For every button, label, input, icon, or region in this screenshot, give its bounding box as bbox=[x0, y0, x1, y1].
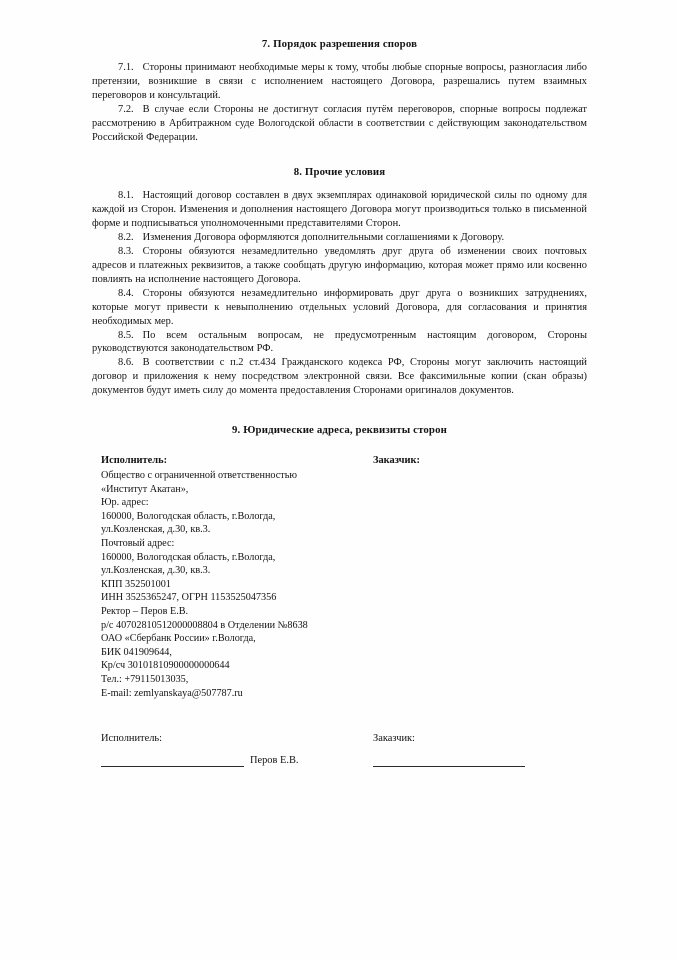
executor-line: р/с 40702810512000008804 в Отделении №8638 bbox=[101, 619, 308, 631]
executor-line: Тел.: +79115013035, bbox=[101, 673, 189, 685]
executor-line: E-mail: zemlyanskaya@507787.ru bbox=[101, 687, 243, 699]
executor-line: 160000, Вологодская область, г.Вологда, bbox=[101, 551, 276, 563]
clause-7-1 bbox=[92, 61, 587, 103]
clause-8-2 bbox=[92, 231, 587, 245]
executor-line: ОАО «Сбербанк России» г.Вологда, bbox=[101, 633, 256, 645]
clause-number: 8.6. bbox=[118, 357, 134, 369]
signature-block bbox=[92, 732, 587, 767]
section-heading-9: 9. Юридические адреса, реквизиты сторон bbox=[232, 424, 447, 437]
executor-signature-label: Исполнитель: bbox=[101, 733, 163, 745]
clause-text: Настоящий договор составлен в двух экземплярах одинаковой юридической силы по одному для каждой из Сторон. Изменения и дополнения настоящего Договора могут производиться только в письменной форме и подписываться уполномоченными представителями Сторон. bbox=[92, 190, 587, 230]
clause-number: 7.1. bbox=[118, 62, 134, 73]
customer-label: Заказчик: bbox=[373, 455, 420, 467]
customer-requisites bbox=[364, 454, 584, 700]
clause-text: Стороны обязуются незамедлительно информировать друг друга о возникших затруднениях, которые могут привести к невыполнению отдельных условий Договора, для согласования и принятия необходимых мер. bbox=[92, 287, 587, 327]
customer-signature-line[interactable] bbox=[373, 755, 525, 767]
customer-signature-row bbox=[364, 755, 584, 767]
clause-8-3 bbox=[92, 245, 587, 287]
clause-8-5 bbox=[92, 329, 587, 357]
executor-line: БИК 041909644, bbox=[101, 646, 172, 658]
clause-number: 8.1. bbox=[118, 190, 134, 202]
executor-signature-name: Перов Е.В. bbox=[250, 755, 299, 767]
executor-line: КПП 352501001 bbox=[101, 578, 171, 590]
clause-number: 8.5. bbox=[118, 329, 134, 341]
clause-text: Изменения Договора оформляются дополнительными соглашениями к Договору. bbox=[142, 232, 505, 244]
requisites-block bbox=[92, 454, 587, 700]
executor-line: 160000, Вологодская область, г.Вологда, bbox=[101, 510, 276, 522]
executor-line: ИНН 3525365247, ОГРН 1153525047356 bbox=[101, 592, 277, 604]
executor-line: Юр. адрес: bbox=[101, 497, 149, 509]
clause-number: 8.3. bbox=[118, 246, 134, 258]
executor-signature-line[interactable] bbox=[101, 755, 244, 767]
section-heading-7: 7. Порядок разрешения споров bbox=[261, 38, 418, 50]
clause-8-6 bbox=[92, 356, 587, 398]
executor-line: Ректор – Перов Е.В. bbox=[101, 605, 189, 617]
clause-text: Стороны принимают необходимые меры к тому, чтобы любые спорные вопросы, разногласия либо претензии, возникшие в связи с исполнением настоящего Договора, разрешались путем взаимных переговоров и консультаций. bbox=[92, 62, 587, 101]
executor-requisites bbox=[92, 454, 364, 700]
executor-line: ул.Козленская, д.30, кв.3. bbox=[101, 524, 211, 536]
clause-text: В случае если Стороны не достигнут согласия путём переговоров, спорные вопросы подлежат рассмотрению в Арбитражном суде Вологодской области в соответствии с действующим законодательством Российской Федерации. bbox=[92, 103, 587, 143]
clause-8-1 bbox=[92, 189, 587, 231]
executor-label: Исполнитель: bbox=[101, 455, 168, 467]
clause-text: Стороны обязуются незамедлительно уведомлять друг друга об изменении своих почтовых адресов и платежных реквизитов, а также сообщать другую информацию, которая может прямо или косвенно повлиять на исполнение настоящего Договора. bbox=[92, 246, 587, 285]
executor-line: Почтовый адрес: bbox=[101, 538, 175, 549]
document-content bbox=[92, 38, 587, 767]
executor-line: ул.Козленская, д.30, кв.3. bbox=[101, 565, 211, 577]
section-heading-8: 8. Прочие условия bbox=[293, 166, 386, 179]
clause-7-2 bbox=[92, 103, 587, 145]
clause-text: В соответствии с п.2 ст.434 Гражданского кодекса РФ, Стороны могут заключить настоящий договор и приложения к нему посредством электронной связи. Все факсимильные копии (скан образы) документов будут иметь силу до момента предоставления Сторонами оригиналов документов. bbox=[92, 357, 587, 397]
executor-signature-row bbox=[92, 755, 364, 767]
customer-signature-column bbox=[364, 732, 584, 767]
clause-number: 7.2. bbox=[118, 103, 134, 115]
clause-text: По всем остальным вопросам, не предусмотренным настоящим договором, Стороны руководствуются законодательством РФ. bbox=[92, 329, 587, 355]
executor-signature-column bbox=[92, 732, 364, 767]
clause-number: 8.4. bbox=[118, 287, 134, 299]
clause-number: 8.2. bbox=[118, 232, 134, 244]
executor-line: «Институт Акатан», bbox=[101, 483, 189, 495]
clause-8-4 bbox=[92, 287, 587, 329]
executor-line: Кр/сч 30101810900000000644 bbox=[101, 660, 230, 672]
executor-line: Общество с ограниченной ответственностью bbox=[101, 470, 298, 482]
customer-signature-label: Заказчик: bbox=[373, 733, 415, 745]
